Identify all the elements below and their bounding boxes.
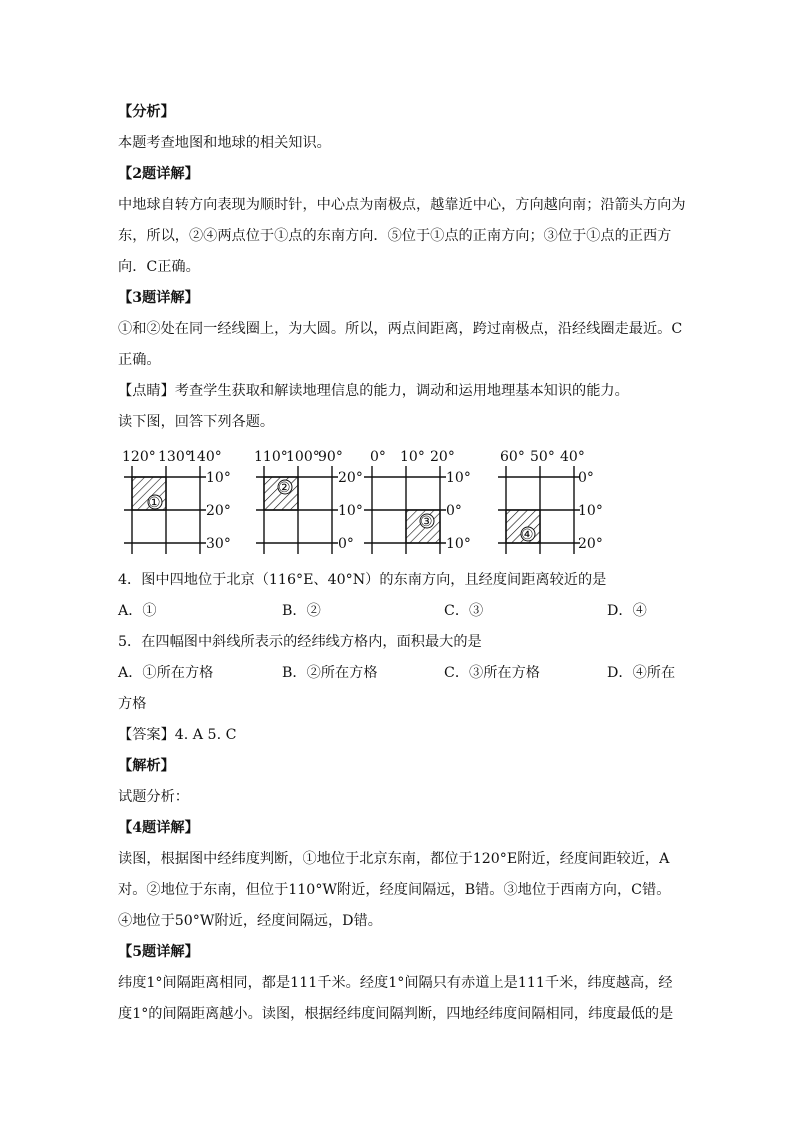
- section-heading-q2: 【2题详解】: [118, 166, 199, 182]
- top-label: 10°: [400, 449, 425, 465]
- right-label: 20°: [206, 503, 231, 519]
- q5-option-d[interactable]: D．④所在: [607, 665, 676, 681]
- text-line: 正确。: [118, 352, 161, 368]
- top-label: 110°: [254, 449, 288, 465]
- cell-marker: ②: [278, 480, 291, 496]
- q4-option-c[interactable]: C．③: [444, 603, 484, 619]
- right-label: 0°: [338, 536, 354, 552]
- question-4-stem: 4．图中四地位于北京（116°E、40°N）的东南方向，且经度间距离较近的是: [118, 572, 607, 588]
- q4-option-b[interactable]: B．②: [282, 603, 321, 619]
- text-line: 对。②地位于东南，但位于110°W附近，经度间隔远，B错。③地位于西南方向，C错。: [118, 882, 671, 898]
- top-label: 20°: [430, 449, 455, 465]
- grid-panel-3: [364, 449, 471, 554]
- top-label: 120°: [122, 449, 156, 465]
- question-5-stem: 5．在四幅图中斜线所表示的经纬线方格内，面积最大的是: [118, 634, 482, 650]
- section-heading-q4: 【4题详解】: [118, 820, 199, 836]
- top-label: 0°: [370, 449, 386, 465]
- text-line: ④地位于50°W附近，经度间隔远，D错。: [118, 913, 382, 929]
- text-line: 东，所以，②④两点位于①点的东南方向．⑤位于①点的正南方向；③位于①点的正西方: [118, 228, 672, 244]
- top-label: 100°: [286, 449, 320, 465]
- text-line: 读图，根据图中经纬度判断，①地位于北京东南，都位于120°E附近，经度间距较近，A: [118, 851, 670, 867]
- grid-panel-4: [498, 449, 603, 554]
- q4-option-a[interactable]: A．①: [118, 603, 157, 619]
- section-heading-q3: 【3题详解】: [118, 290, 199, 306]
- cell-marker: ①: [148, 495, 161, 511]
- top-label: 130°: [158, 449, 192, 465]
- right-label: 10°: [446, 470, 471, 486]
- text-line: 度1°的间隔距离越小。读图，根据经纬度间隔判断，四地经纬度间隔相同，纬度最低的是: [118, 1006, 674, 1022]
- q5-option-b[interactable]: B．②所在方格: [282, 665, 378, 681]
- text-line: 中地球自转方向表现为顺时针，中心点为南极点，越靠近中心，方向越向南；沿箭头方向为: [118, 197, 686, 213]
- top-label: 60°: [500, 449, 525, 465]
- right-label: 0°: [578, 470, 594, 486]
- right-label: 20°: [578, 536, 603, 552]
- section-heading-analysis: 【分析】: [118, 104, 175, 120]
- text-line: 纬度1°间隔距离相同，都是111千米。经度1°间隔只有赤道上是111千米，纬度越高，经: [118, 975, 673, 991]
- cell-marker: ③: [420, 514, 433, 530]
- text-line: 读下图，回答下列各题。: [118, 414, 275, 430]
- text-line: 本题考查地图和地球的相关知识。: [118, 135, 331, 151]
- right-label: 0°: [446, 503, 462, 519]
- q5-option-c[interactable]: C．③所在方格: [444, 665, 540, 681]
- q5-option-d-wrap: 方格: [118, 696, 147, 712]
- right-label: 10°: [206, 470, 231, 486]
- right-label: 10°: [446, 536, 471, 552]
- text-line: 向．C正确。: [118, 259, 200, 275]
- q5-option-a[interactable]: A．①所在方格: [118, 665, 214, 681]
- top-label: 90°: [318, 449, 343, 465]
- right-label: 20°: [338, 470, 363, 486]
- grid-panel-2: [254, 449, 363, 554]
- cell-marker: ④: [521, 527, 534, 543]
- text-line-highlight: 【点睛】考查学生获取和解读地理信息的能力，调动和运用地理基本知识的能力。: [118, 383, 629, 399]
- right-label: 10°: [578, 503, 603, 519]
- right-label: 10°: [338, 503, 363, 519]
- q4-option-d[interactable]: D．④: [607, 603, 647, 619]
- text-line: 试题分析：: [118, 789, 189, 805]
- answer-line: 【答案】4. A 5. C: [118, 727, 237, 743]
- section-heading-explanation: 【解析】: [118, 758, 175, 774]
- section-heading-q5: 【5题详解】: [118, 944, 199, 960]
- top-label: 140°: [188, 449, 222, 465]
- top-label: 40°: [560, 449, 585, 465]
- right-label: 30°: [206, 536, 231, 552]
- top-label: 50°: [530, 449, 555, 465]
- text-line: ①和②处在同一经线圈上，为大圆。所以，两点间距离，跨过南极点，沿经线圈走最近。C: [118, 321, 683, 337]
- grid-panel-1: [122, 449, 231, 554]
- graticule-figure: [118, 444, 618, 562]
